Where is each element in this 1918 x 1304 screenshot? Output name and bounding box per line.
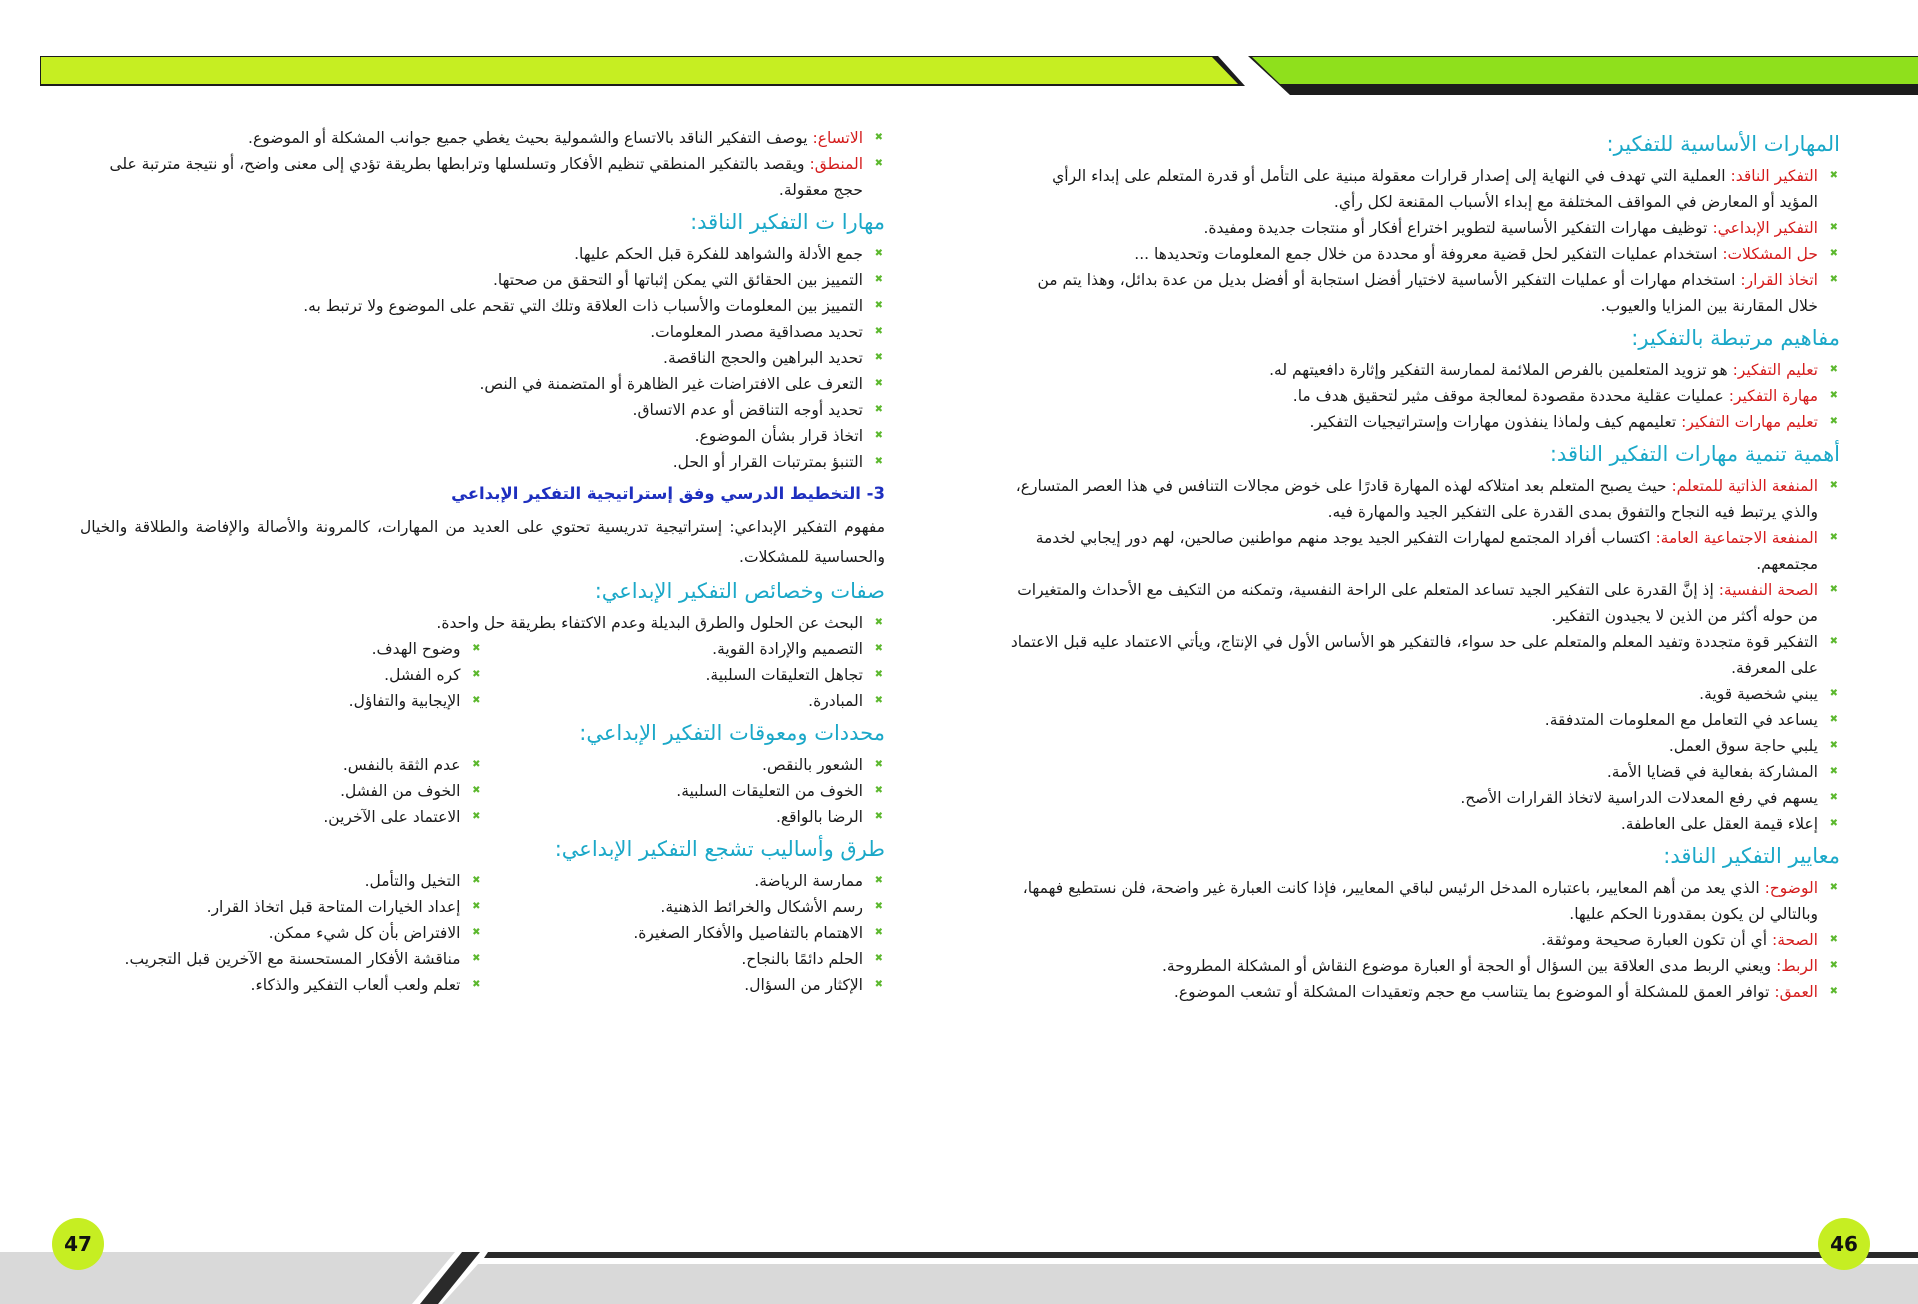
bottom-banner: [0, 1240, 1918, 1304]
top-banner-left: [0, 0, 1918, 110]
page-number-left: 47: [52, 1218, 104, 1270]
term-label: التفكير الناقد:: [1730, 167, 1818, 185]
heading-related-concepts: مفاهيم مرتبطة بالتفكير:: [1631, 326, 1840, 350]
list-item: ✖ الخوف من الفشل.: [80, 778, 483, 804]
list-item: ✖ البحث عن الحلول والطرق البديلة وعدم الاكتفاء بطريقة حل واحدة.: [80, 610, 885, 636]
related-concepts-list: [1010, 357, 1840, 435]
list-item: ✖ التعرف على الافتراضات غير الظاهرة أو المتضمنة في النص.: [80, 371, 885, 397]
obstacles-columns: [80, 752, 885, 830]
list-item: ✖ تحديد أوجه التناقض أو عدم الاتساق.: [80, 397, 885, 423]
criteria-list: [1010, 875, 1840, 1005]
list-item: [80, 125, 885, 151]
list-item: ✖ إعداد الخيارات المتاحة قبل اتخاذ القرار.: [80, 894, 483, 920]
term-text: استخدام مهارات أو عمليات التفكير الأساسية لاختيار أفضل استجابة أو أفضل بديل من عدة بدائل، وهذا يتم من خلال المقارنة بين المزايا والعيوب.: [1037, 271, 1818, 315]
list-item: ✖ عدم الثقة بالنفس.: [80, 752, 483, 778]
list-item: ✖ الإكثار من السؤال.: [483, 972, 886, 998]
term-text: ويقصد بالتفكير المنطقي تنظيم الأفكار وتسلسلها وترابطها بطريقة تؤدي إلى معنى واضح، أو نتيجة مترتبة على حجج معقولة.: [109, 155, 863, 199]
term-text: ويعني الربط مدى العلاقة بين السؤال أو الحجة أو العبارة موضوع النقاش أو المشكلة المطروحة.: [1161, 957, 1777, 975]
creative-traits-columns: [80, 636, 885, 714]
term-label: المنفعة الاجتماعية العامة:: [1655, 529, 1818, 547]
term-label: المنطق:: [809, 155, 863, 173]
list-item: ✖ التمييز بين الحقائق التي يمكن إثباتها أو التحقق من صحتها.: [80, 267, 885, 293]
list-item: ✖ الحلم دائمًا بالنجاح.: [483, 946, 886, 972]
heading-critical-skills: مهارا ت التفكير الناقد:: [690, 210, 885, 234]
list-item: ✖ يلبي حاجة سوق العمل.: [1010, 733, 1840, 759]
term-text: عمليات عقلية محددة مقصودة لمعالجة موقف مثير لتحقيق هدف ما.: [1292, 387, 1729, 405]
list-item: [1010, 875, 1840, 927]
term-label: التفكير الإبداعي:: [1712, 219, 1818, 237]
right-page: [1010, 125, 1840, 1005]
list-item: ✖ الخوف من التعليقات السلبية.: [483, 778, 886, 804]
term-label: تعليم مهارات التفكير:: [1681, 413, 1818, 431]
list-item: ✖ تحديد البراهين والحجج الناقصة.: [80, 345, 885, 371]
term-text: العملية التي تهدف في النهاية إلى إصدار قرارات معقولة مبنية على التأمل أو قدرة المتعلم على إبداء الرأي المؤيد أو المعارض في المواقف المختلفة مع إبداء الأسباب المقنعة لكل رأي.: [1052, 167, 1818, 211]
term-label: اتخاذ القرار:: [1740, 271, 1818, 289]
term-label: تعليم التفكير:: [1732, 361, 1818, 379]
list-item: ✖ الاهتمام بالتفاصيل والأفكار الصغيرة.: [483, 920, 886, 946]
list-item: [1010, 215, 1840, 241]
list-item: ✖ الافتراض بأن كل شيء ممكن.: [80, 920, 483, 946]
heading-criteria: معايير التفكير الناقد:: [1663, 844, 1840, 868]
left-page: [80, 125, 885, 998]
term-label: الصحة:: [1771, 931, 1818, 949]
page-number-right: 46: [1818, 1218, 1870, 1270]
list-item: ✖ تجاهل التعليقات السلبية.: [483, 662, 886, 688]
term-label: مهارة التفكير:: [1728, 387, 1818, 405]
list-item: [1010, 163, 1840, 215]
column-left: [80, 868, 483, 998]
list-item: ✖ الرضا بالواقع.: [483, 804, 886, 830]
basic-skills-list: [1010, 163, 1840, 319]
list-item: [80, 151, 885, 203]
list-item: ✖ يساعد في التعامل مع المعلومات المتدفقة.: [1010, 707, 1840, 733]
heading-creative-traits: صفات وخصائص التفكير الإبداعي:: [594, 579, 885, 603]
importance-list: [1010, 473, 1840, 837]
list-item: ✖ الاعتماد على الآخرين.: [80, 804, 483, 830]
term-label: العمق:: [1774, 983, 1818, 1001]
heading-creative-obstacles: محددات ومعوقات التفكير الإبداعي:: [579, 721, 885, 745]
term-text: الذي يعد من أهم المعايير، باعتباره المدخل الرئيس لباقي المعايير، فإذا كانت العبارة غير واضحة، فلن نستطيع فهمها، وبالتالي لن يكون بمقدورنا الحكم عليها.: [1022, 879, 1818, 923]
list-item: ✖ التفكير قوة متجددة وتفيد المعلم والمتعلم على حد سواء، فالتفكير هو الأساس الأول في الإنتاج، ويأتي الاعتماد عليه قبل الاعتماد على المعرفة.: [1010, 629, 1840, 681]
heading-basic-skills: المهارات الأساسية للتفكير:: [1606, 132, 1840, 156]
list-item: ✖ المشاركة بفعالية في قضايا الأمة.: [1010, 759, 1840, 785]
list-item: ✖ التنبؤ بمترتبات القرار أو الحل.: [80, 449, 885, 475]
list-item: ✖ التصميم والإرادة القوية.: [483, 636, 886, 662]
list-item: [1010, 577, 1840, 629]
term-label: الاتساع:: [812, 129, 863, 147]
critical-skills-list: [80, 241, 885, 475]
term-text: إذ إنَّ القدرة على التفكير الجيد تساعد المتعلم على الراحة النفسية، وتمكنه من التكيف مع الأحداث والمتغيرات من حوله أكثر من الذين لا يجيدون التفكير.: [1017, 581, 1818, 625]
term-text: توظيف مهارات التفكير الأساسية لتطوير اختراع أفكار أو منتجات جديدة ومفيدة.: [1203, 219, 1713, 237]
list-item: [1010, 241, 1840, 267]
list-item: ✖ تحديد مصداقية مصدر المعلومات.: [80, 319, 885, 345]
list-item: ✖ يبني شخصية قوية.: [1010, 681, 1840, 707]
list-item: ✖ يسهم في رفع المعدلات الدراسية لاتخاذ القرارات الأصح.: [1010, 785, 1840, 811]
heading-creative-methods: طرق وأساليب تشجع التفكير الإبداعي:: [554, 837, 885, 861]
list-item: ✖ المبادرة.: [483, 688, 886, 714]
list-item: [1010, 473, 1840, 525]
list-item: ✖ ممارسة الرياضة.: [483, 868, 886, 894]
list-item: [1010, 409, 1840, 435]
term-label: الوضوح:: [1764, 879, 1818, 897]
list-item: ✖ وضوح الهدف.: [80, 636, 483, 662]
column-left: [80, 636, 483, 714]
list-item: [1010, 267, 1840, 319]
term-label: الصحة النفسية:: [1718, 581, 1818, 599]
term-text: اكتساب أفراد المجتمع لمهارات التفكير الجيد يوجد منهم مواطنين صالحين، لهم دور إيجابي لخدمة مجتمعهم.: [1035, 529, 1818, 573]
term-text: استخدام عمليات التفكير لحل قضية معروفة أو محددة من خلال جمع المعلومات وتحديدها ...: [1134, 245, 1723, 263]
list-item: ✖ رسم الأشكال والخرائط الذهنية.: [483, 894, 886, 920]
heading-importance: أهمية تنمية مهارات التفكير الناقد:: [1549, 442, 1840, 466]
list-item: [1010, 525, 1840, 577]
list-item: ✖ اتخاذ قرار بشأن الموضوع.: [80, 423, 885, 449]
creative-thinking-definition: مفهوم التفكير الإبداعي: إستراتيجية تدريسية تحتوي على العديد من المهارات، كالمرونة والأصالة والإفاضة والطلاقة والخيال والحساسية للمشكلات.: [80, 518, 885, 566]
term-label: حل المشكلات:: [1722, 245, 1818, 263]
term-text: تعليمهم كيف ولماذا ينفذون مهارات وإستراتيجيات التفكير.: [1309, 413, 1682, 431]
term-text: هو تزويد المتعلمين بالفرص الملائمة لممارسة التفكير وإثارة دافعيتهم له.: [1269, 361, 1733, 379]
list-item: [1010, 927, 1840, 953]
list-item: [1010, 357, 1840, 383]
column-right: [483, 868, 886, 998]
list-item: ✖ التمييز بين المعلومات والأسباب ذات العلاقة وتلك التي تقحم على الموضوع ولا ترتبط به.: [80, 293, 885, 319]
list-item: [1010, 383, 1840, 409]
creative-traits-full: [80, 610, 885, 636]
list-item: ✖ الشعور بالنقص.: [483, 752, 886, 778]
list-item: [1010, 953, 1840, 979]
column-left: [80, 752, 483, 830]
term-text: توافر العمق للمشكلة أو الموضوع بما يتناسب مع حجم وتعقيدات المشكلة أو تشعب الموضوع.: [1173, 983, 1775, 1001]
column-right: [483, 752, 886, 830]
term-text: يوصف التفكير الناقد بالاتساع والشمولية بحيث يغطي جميع جوانب المشكلة أو الموضوع.: [248, 129, 813, 147]
list-item: ✖ تعلم ولعب ألعاب التفكير والذكاء.: [80, 972, 483, 998]
term-text: أي أن تكون العبارة صحيحة وموثقة.: [1541, 931, 1772, 949]
list-item: ✖ الإيجابية والتفاؤل.: [80, 688, 483, 714]
list-item: ✖ التخيل والتأمل.: [80, 868, 483, 894]
list-item: ✖ إعلاء قيمة العقل على العاطفة.: [1010, 811, 1840, 837]
list-item: ✖ جمع الأدلة والشواهد للفكرة قبل الحكم عليها.: [80, 241, 885, 267]
critical-thinking-traits-list: [80, 125, 885, 203]
section-3-title: 3- التخطيط الدرسي وفق إستراتيجية التفكير الإبداعي: [451, 484, 885, 503]
column-right: [483, 636, 886, 714]
list-item: ✖ كره الفشل.: [80, 662, 483, 688]
term-label: المنفعة الذاتية للمتعلم:: [1671, 477, 1818, 495]
list-item: ✖ مناقشة الأفكار المستحسنة مع الآخرين قبل التجريب.: [80, 946, 483, 972]
list-item: [1010, 979, 1840, 1005]
methods-columns: [80, 868, 885, 998]
term-label: الربط:: [1776, 957, 1818, 975]
term-text: حيث يصبح المتعلم بعد امتلاكه لهذه المهارة قادرًا على خوض مجالات التنافس في هذا العصر المتسارع، والذي يرتبط فيه النجاح والتفوق بمدى القدرة على التفكير الجيد والمهارة فيه.: [1015, 477, 1818, 521]
